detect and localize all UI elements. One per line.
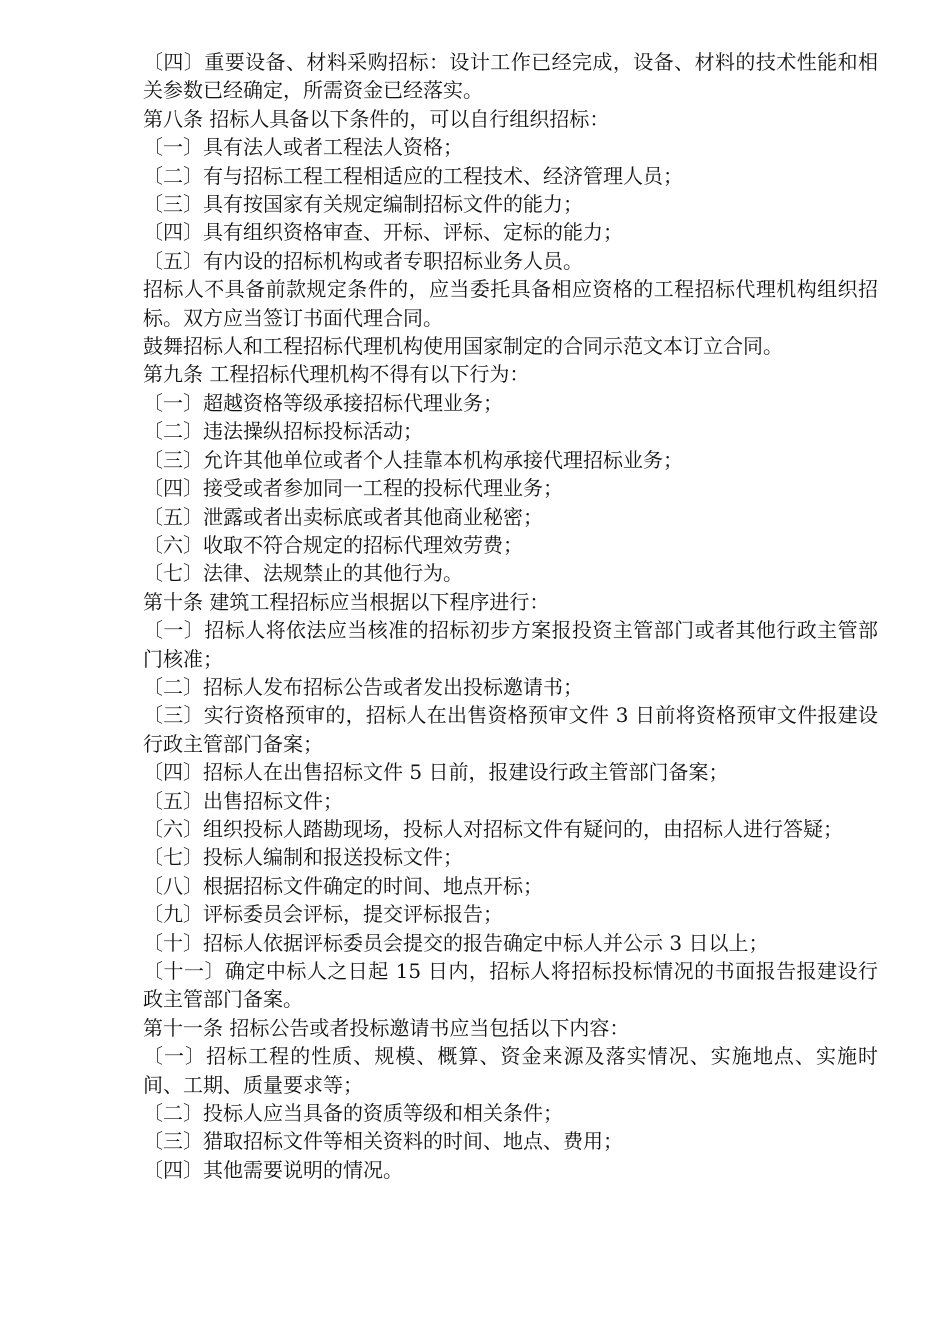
article-11-heading: 第十一条 招标公告或者投标邀请书应当包括以下内容： [143,1015,630,1040]
article-10-item-10: 〔十〕招标人依据评标委员会提交的报告确定中标人并公示 3 日以上； [143,930,769,955]
article-10-item-3: 〔三〕实行资格预审的，招标人在出售资格预审文件 3 日前将资格预审文件报建设行政主管部门备案； [143,703,878,756]
paragraph-4-equipment-procurement: 〔四〕重要设备、材料采购招标：设计工作已经完成，设备、材料的技术性能和相关参数已经确定，所需资金已经落实。 [143,50,878,103]
article-9-item-6: 〔六〕收取不符合规定的招标代理效劳费； [143,532,523,557]
article-8-item-3: 〔三〕具有按国家有关规定编制招标文件的能力； [143,192,583,217]
article-10-item-7: 〔七〕投标人编制和报送投标文件； [143,845,463,870]
article-9-item-3: 〔三〕允许其他单位或者个人挂靠本机构承接代理招标业务； [143,447,683,472]
article-10-item-2: 〔二〕招标人发布招标公告或者发出投标邀请书； [143,674,583,699]
article-9-item-1: 〔一〕超越资格等级承接招标代理业务； [143,390,503,415]
article-11-item-3: 〔三〕猎取招标文件等相关资料的时间、地点、费用； [143,1129,623,1154]
article-8-item-4: 〔四〕具有组织资格审查、开标、评标、定标的能力； [143,220,623,245]
article-9-item-2: 〔二〕违法操纵招标投标活动； [143,419,423,444]
article-8-item-1: 〔一〕具有法人或者工程法人资格； [143,135,463,160]
article-11-item-4: 〔四〕其他需要说明的情况。 [143,1157,403,1182]
article-10-item-5: 〔五〕出售招标文件； [143,788,343,813]
article-9-item-7: 〔七〕法律、法规禁止的其他行为。 [143,561,463,586]
article-10-item-9: 〔九〕评标委员会评标，提交评标报告； [143,902,503,927]
article-10-item-1: 〔一〕招标人将依法应当核准的招标初步方案报投资主管部门或者其他行政主管部门核准； [143,618,878,671]
article-10-heading: 第十条 建筑工程招标应当根据以下程序进行： [143,589,550,614]
article-8-model-contract: 鼓舞招标人和工程招标代理机构使用国家制定的合同示范文本订立合同。 [143,334,783,359]
article-11-item-1: 〔一〕招标工程的性质、规模、概算、资金来源及落实情况、实施地点、实施时间、工期、质量要求等； [143,1044,878,1097]
article-8-item-5: 〔五〕有内设的招标机构或者专职招标业务人员。 [143,248,583,273]
article-8-item-2: 〔二〕有与招标工程工程相适应的工程技术、经济管理人员； [143,163,683,188]
article-10-item-6: 〔六〕组织投标人踏勘现场，投标人对招标文件有疑问的，由招标人进行答疑； [143,816,843,841]
article-10-item-4: 〔四〕招标人在出售招标文件 5 日前，报建设行政主管部门备案； [143,760,729,785]
article-11-item-2: 〔二〕投标人应当具备的资质等级和相关条件； [143,1101,563,1126]
article-8-agency-clause: 招标人不具备前款规定条件的，应当委托具备相应资格的工程招标代理机构组织招标。双方应当签订书面代理合同。 [143,277,878,330]
article-9-heading: 第九条 工程招标代理机构不得有以下行为： [143,362,530,387]
article-10-item-11: 〔十一〕确定中标人之日起 15 日内，招标人将招标投标情况的书面报告报建设行政主管部门备案。 [143,959,878,1012]
article-9-item-4: 〔四〕接受或者参加同一工程的投标代理业务； [143,476,563,501]
document-body [143,48,878,1184]
article-8-heading: 第八条 招标人具备以下条件的，可以自行组织招标： [143,106,610,131]
article-9-item-5: 〔五〕泄露或者出卖标底或者其他商业秘密； [143,504,543,529]
article-10-item-8: 〔八〕根据招标文件确定的时间、地点开标； [143,873,543,898]
